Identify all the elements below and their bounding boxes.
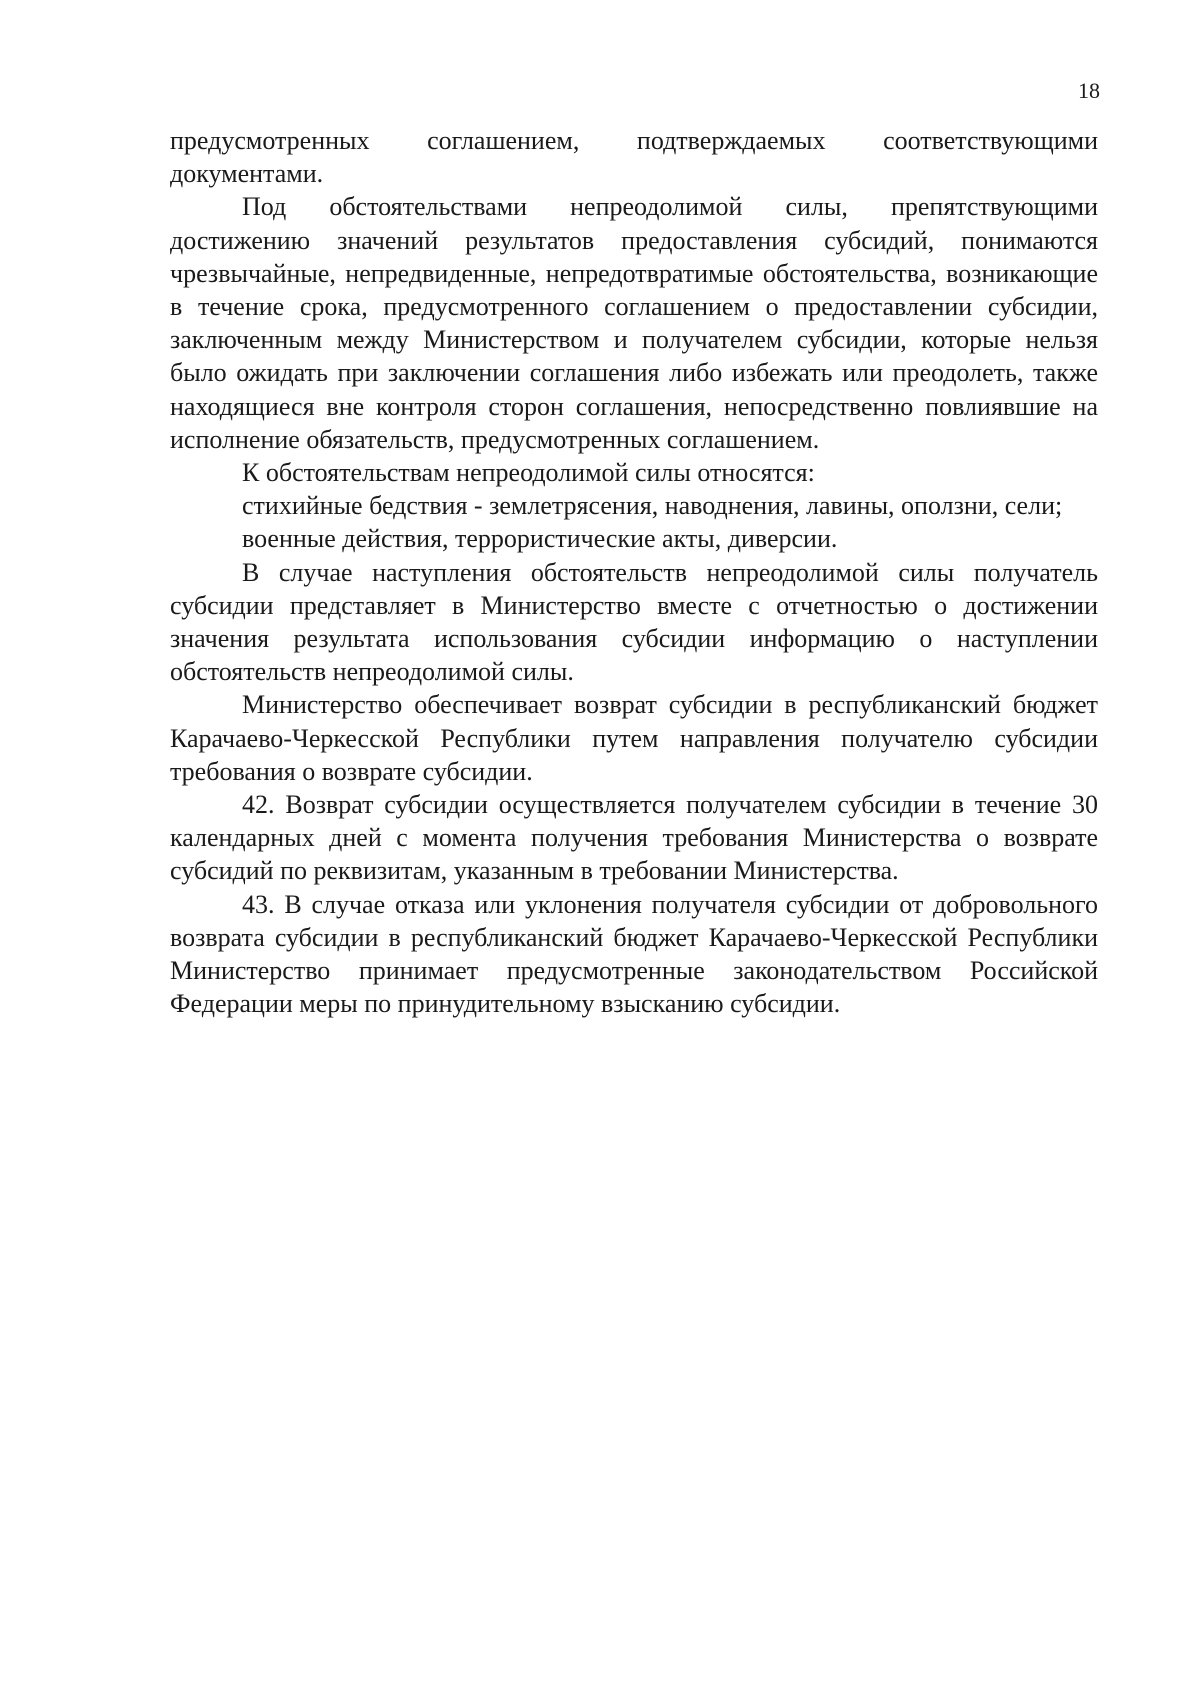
paragraph-ministry-refund: Министерство обеспечивает возврат субсидии в республиканский бюджет Карачаево-Черкесской Республики путем направления получателю субсидии требования о возврате субсидии. — [170, 690, 1098, 786]
clause-42: 42. Возврат субсидии осуществляется получателем субсидии в течение 30 календарных дней с момента получения требования Министерства о возврате субсидий по реквизитам, указанным в требовании Министерства. — [170, 790, 1098, 886]
page-number: 18 — [1078, 78, 1100, 103]
paragraph-continuation: предусмотренных соглашением, подтверждаемых соответствующими документами. — [170, 126, 1098, 189]
paragraph-force-majeure-list-intro: К обстоятельствам непреодолимой силы относятся: — [242, 458, 815, 488]
paragraph-force-majeure-reporting: В случае наступления обстоятельств непреодолимой силы получатель субсидии представляет в Министерство вместе с отчетностью о достижении значения результата использования субсидии информацию о наступлении обстоятельств непреодолимой силы. — [170, 557, 1098, 687]
list-item-military-actions: военные действия, террористические акты, диверсии. — [242, 524, 838, 554]
list-item-natural-disasters: стихийные бедствия - землетрясения, наводнения, лавины, оползни, сели; — [242, 491, 1063, 521]
paragraph-force-majeure-definition: Под обстоятельствами непреодолимой силы, препятствующими достижению значений результатов предоставления субсидий, понимаются чрезвычайные, непредвиденные, непредотвратимые обстоятельства, возникающие в течение срока, предусмотренного соглашением о предоставлении субсидии, заключенным между Министерством и получателем субсидии, которые нельзя было ожидать при заключении соглашения либо избежать или преодолеть, также находящиеся вне контроля сторон соглашения, непосредственно повлиявшие на исполнение обязательств, предусмотренных соглашением. — [170, 192, 1098, 454]
document-body — [170, 124, 1098, 1020]
clause-43: 43. В случае отказа или уклонения получателя субсидии от добровольного возврата субсидии в республиканский бюджет Карачаево-Черкесской Республики Министерство принимает предусмотренные законодательством Российской Федерации меры по принудительному взысканию субсидии. — [170, 889, 1098, 1019]
